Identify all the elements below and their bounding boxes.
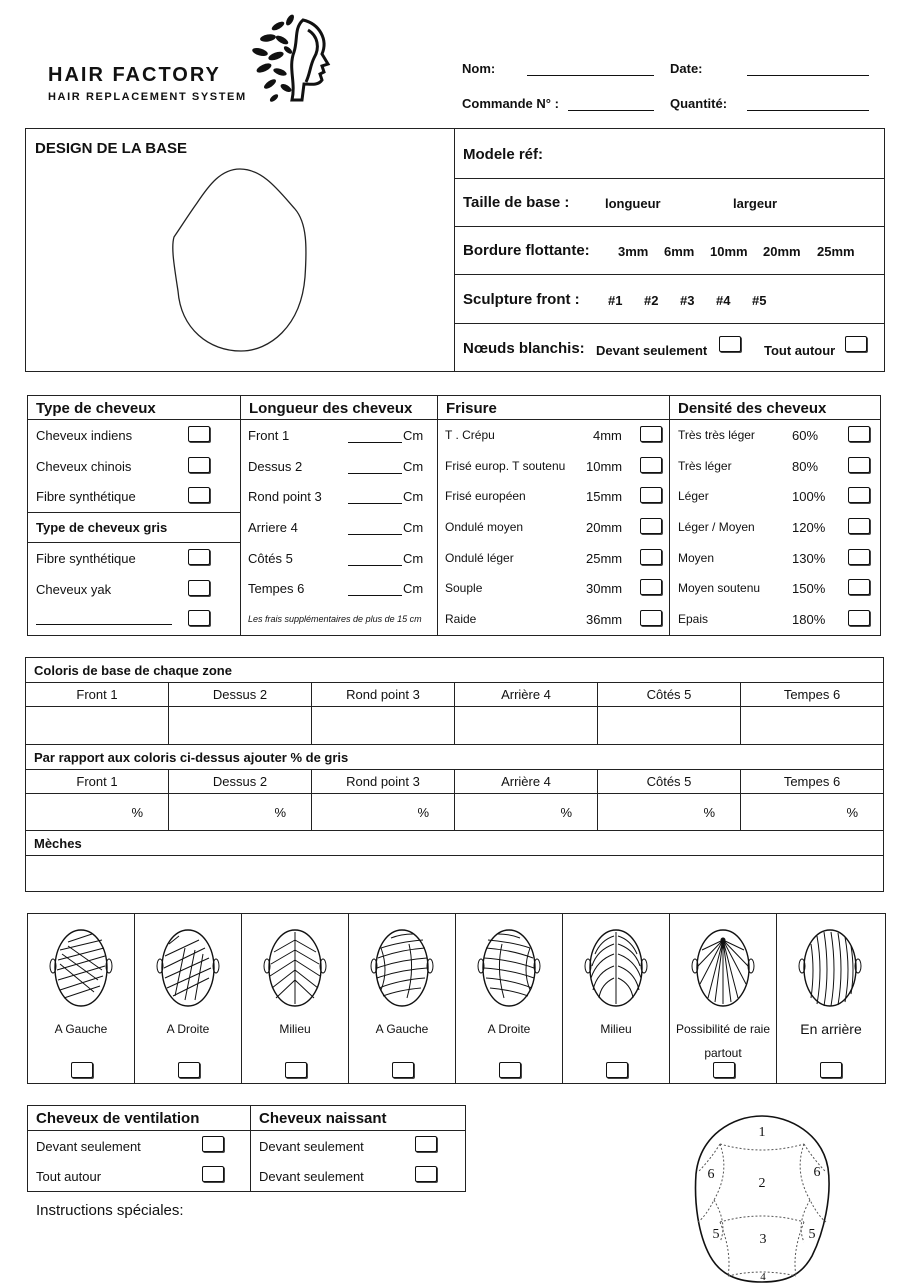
densite-column — [670, 420, 881, 636]
direction-label: Milieu — [600, 1022, 632, 1036]
densite-label: Moyen soutenu — [678, 581, 761, 596]
noeuds-row — [455, 323, 884, 371]
zone-header: Dessus 2 — [169, 770, 312, 794]
length-field[interactable] — [348, 473, 402, 474]
zone-header: Arrière 4 — [455, 683, 598, 707]
hair-spec-table — [27, 395, 881, 636]
zone-label-3: 3 — [759, 1232, 767, 1247]
frisure-label: Frisé européen — [445, 489, 526, 504]
unit-label: Cm — [403, 458, 424, 474]
direction-option[interactable] — [135, 914, 242, 1083]
zone-label: Arriere 4 — [248, 520, 298, 536]
direction-checkbox[interactable] — [606, 1062, 628, 1078]
densite-checkbox[interactable] — [848, 518, 870, 534]
instructions-label: Instructions spéciales: — [36, 1202, 184, 1219]
densite-label: Léger / Moyen — [678, 520, 755, 535]
sculpture-option[interactable]: #2 — [644, 293, 659, 308]
frisure-checkbox[interactable] — [640, 549, 662, 565]
list-item — [438, 451, 669, 482]
list-item — [28, 420, 240, 451]
list-item — [438, 512, 669, 543]
ventilation-label: Devant seulement — [36, 1139, 141, 1154]
densite-checkbox[interactable] — [848, 549, 870, 565]
gris-pct-cell[interactable]: % — [741, 794, 884, 831]
direction-checkbox[interactable] — [499, 1062, 521, 1078]
direction-option[interactable] — [28, 914, 135, 1083]
quantite-label: Quantité: — [670, 96, 728, 111]
longueur-column — [241, 420, 438, 636]
zone-label-1: 1 — [758, 1125, 766, 1140]
list-item — [438, 481, 669, 512]
sculpture-option[interactable]: #1 — [608, 293, 623, 308]
frisure-checkbox[interactable] — [640, 487, 662, 503]
direction-label: En arrière — [800, 1021, 862, 1037]
type-label: Fibre synthétique — [36, 489, 136, 505]
naissant-checkbox[interactable] — [415, 1166, 437, 1182]
bordure-option[interactable]: 20mm — [763, 244, 801, 259]
design-base-panel — [26, 129, 455, 371]
frisure-size: 4mm — [593, 428, 622, 443]
direction-option[interactable] — [563, 914, 670, 1083]
direction-option[interactable] — [456, 914, 563, 1083]
gris-pct-cell[interactable]: % — [169, 794, 312, 831]
type-label: Cheveux indiens — [36, 428, 133, 443]
zone-header: Front 1 — [26, 683, 169, 707]
noeuds-devant-checkbox[interactable] — [719, 336, 741, 352]
naissant-header: Cheveux naissant — [251, 1106, 466, 1131]
frisure-size: 20mm — [586, 520, 623, 536]
list-item — [438, 420, 669, 451]
list-item — [251, 1131, 465, 1161]
noeuds-tout-label: Tout autour — [764, 343, 836, 358]
noeuds-devant-label: Devant seulement — [596, 343, 708, 358]
densite-checkbox[interactable] — [848, 426, 870, 442]
unit-label: Cm — [403, 428, 424, 443]
bordure-option[interactable]: 25mm — [817, 244, 855, 259]
brand-tagline: HAIR REPLACEMENT SYSTEM — [48, 91, 247, 103]
list-item — [670, 451, 880, 482]
frisure-label: Frisé europ. T soutenu — [445, 458, 566, 473]
zone-label-4: 4 — [760, 1271, 766, 1283]
head-gauche-wave-icon — [369, 920, 435, 1010]
densite-checkbox[interactable] — [848, 610, 870, 626]
list-item — [438, 543, 669, 574]
color-input-cell[interactable] — [598, 707, 741, 745]
list-item — [241, 481, 437, 512]
densite-pct: 100% — [792, 489, 826, 505]
meches-header: Mèches — [26, 831, 884, 856]
frisure-checkbox[interactable] — [640, 610, 662, 626]
zone-header: Arrière 4 — [455, 770, 598, 794]
ventilation-label: Tout autour — [36, 1169, 102, 1184]
frisure-size: 25mm — [586, 550, 623, 566]
coloris-header: Coloris de base de chaque zone — [26, 658, 884, 683]
gris-checkbox[interactable] — [188, 549, 210, 565]
zone-header: Tempes 6 — [741, 770, 884, 794]
zone-header: Côtés 5 — [598, 683, 741, 707]
other-type-field[interactable] — [36, 624, 172, 625]
frisure-checkbox[interactable] — [640, 518, 662, 534]
noeuds-label: Nœuds blanchis: — [463, 340, 585, 357]
list-item — [241, 604, 437, 635]
list-item — [670, 512, 880, 543]
direction-label: Milieu — [279, 1022, 311, 1036]
list-item — [438, 573, 669, 604]
head-gauche-icon — [48, 920, 114, 1010]
list-item — [241, 512, 437, 543]
bordure-option[interactable]: 10mm — [710, 244, 748, 259]
bordure-option[interactable]: 3mm — [618, 244, 649, 259]
list-item — [670, 573, 880, 604]
sculpture-label: Sculpture front : — [463, 291, 580, 308]
direction-checkbox[interactable] — [713, 1062, 735, 1078]
zone-label: Tempes 6 — [248, 581, 305, 597]
direction-option[interactable] — [349, 914, 456, 1083]
densite-label: Epais — [678, 612, 709, 627]
head-milieu-wave-icon — [583, 920, 649, 1010]
densite-pct: 120% — [792, 520, 826, 536]
base-shape-icon[interactable] — [169, 167, 311, 355]
color-input-cell[interactable] — [26, 707, 169, 745]
zone-header: Front 1 — [26, 770, 169, 794]
direction-checkbox[interactable] — [178, 1062, 200, 1078]
list-item — [251, 1161, 465, 1191]
list-item — [670, 481, 880, 512]
color-input-cell[interactable] — [312, 707, 455, 745]
densite-checkbox[interactable] — [848, 457, 870, 473]
naissant-checkbox[interactable] — [415, 1136, 437, 1152]
frisure-size: 10mm — [586, 458, 623, 474]
list-item — [28, 1131, 250, 1161]
densite-label: Très très léger — [678, 428, 755, 442]
ventilation-column — [28, 1131, 251, 1192]
densite-pct: 180% — [792, 612, 826, 628]
frisure-column — [438, 420, 670, 636]
frisure-label: Raide — [445, 612, 477, 627]
gris-pct-cell[interactable]: % — [26, 794, 169, 831]
frisure-label: Ondulé moyen — [445, 520, 524, 535]
gris-checkbox[interactable] — [188, 610, 210, 626]
densite-pct: 80% — [792, 458, 819, 474]
head-zone-map-icon — [692, 1112, 832, 1284]
zone-label: Côtés 5 — [248, 550, 293, 566]
direction-option[interactable] — [242, 914, 349, 1083]
sculpture-option[interactable]: #3 — [680, 293, 695, 308]
length-field[interactable] — [348, 565, 402, 566]
color-input-cell[interactable] — [455, 707, 598, 745]
densite-pct: 150% — [792, 581, 826, 597]
gris-checkbox[interactable] — [188, 580, 210, 596]
brand-logo — [48, 64, 247, 103]
densite-checkbox[interactable] — [848, 579, 870, 595]
densite-header: Densité des cheveux — [670, 396, 881, 420]
direction-checkbox[interactable] — [71, 1062, 93, 1078]
zone-label-6-left: 6 — [707, 1167, 715, 1182]
direction-option[interactable] — [670, 914, 777, 1083]
meches-field[interactable] — [26, 856, 884, 892]
list-item — [28, 451, 240, 482]
type-column — [28, 420, 241, 636]
frisure-size: 30mm — [586, 581, 623, 597]
head-droite-icon — [155, 920, 221, 1010]
zone-label: Front 1 — [248, 428, 290, 443]
zone-label: Dessus 2 — [248, 458, 303, 474]
direction-checkbox[interactable] — [392, 1062, 414, 1078]
bordure-row — [455, 226, 884, 275]
direction-label: A Gauche — [375, 1022, 429, 1036]
unit-label: Cm — [403, 581, 424, 597]
head-partout-icon — [690, 920, 756, 1010]
densite-label: Léger — [678, 489, 709, 504]
direction-label: Possibilité de raie partout — [675, 1022, 771, 1060]
zone-header: Côtés 5 — [598, 770, 741, 794]
direction-label: A Droite — [166, 1022, 210, 1036]
frisure-size: 36mm — [586, 612, 623, 628]
list-item — [670, 420, 880, 451]
frisure-label: Souple — [445, 581, 483, 596]
length-field[interactable] — [348, 503, 402, 504]
gris-pct-cell[interactable]: % — [455, 794, 598, 831]
length-field[interactable] — [348, 534, 402, 535]
zone-label-5-left: 5 — [712, 1227, 720, 1242]
length-field[interactable] — [348, 595, 402, 596]
gris-pct-header: Par rapport aux coloris ci-dessus ajouter % de gris — [26, 745, 884, 770]
head-milieu-icon — [262, 920, 328, 1010]
frisure-label: Ondulé léger — [445, 550, 514, 565]
quantite-field[interactable] — [747, 96, 869, 111]
taille-label: Taille de base : — [463, 194, 570, 211]
list-item — [28, 574, 240, 605]
nom-field[interactable] — [527, 61, 654, 76]
gris-pct-cell[interactable]: % — [598, 794, 741, 831]
list-item — [438, 604, 669, 635]
zone-header: Rond point 3 — [312, 770, 455, 794]
densite-label: Moyen — [678, 550, 715, 565]
frisure-label: T . Crépu — [445, 428, 495, 442]
ventilation-checkbox[interactable] — [202, 1166, 224, 1182]
brand-name: HAIR FACTORY — [48, 64, 221, 86]
densite-checkbox[interactable] — [848, 487, 870, 503]
list-item — [241, 573, 437, 604]
zone-label: Rond point 3 — [248, 489, 322, 505]
direction-label: A Droite — [487, 1022, 531, 1036]
zone-header: Dessus 2 — [169, 683, 312, 707]
hair-direction-panel — [27, 913, 886, 1084]
type-checkbox[interactable] — [188, 487, 210, 503]
bordure-option[interactable]: 6mm — [664, 244, 695, 259]
list-item — [241, 543, 437, 574]
gris-label: Cheveux yak — [36, 581, 112, 597]
design-base-section — [25, 128, 885, 372]
ventilation-checkbox[interactable] — [202, 1136, 224, 1152]
type-label: Cheveux chinois — [36, 458, 132, 474]
zone-header: Rond point 3 — [312, 683, 455, 707]
direction-checkbox[interactable] — [820, 1062, 842, 1078]
type-header: Type de cheveux — [28, 396, 241, 420]
frisure-checkbox[interactable] — [640, 457, 662, 473]
list-item — [28, 481, 240, 512]
coloris-table — [25, 657, 884, 892]
list-item — [28, 543, 240, 574]
bordure-label: Bordure flottante: — [463, 242, 590, 259]
naissant-label: Devant seulement — [259, 1169, 364, 1184]
design-base-title: DESIGN DE LA BASE — [35, 140, 187, 157]
noeuds-tout-checkbox[interactable] — [845, 336, 867, 352]
densite-label: Très léger — [678, 458, 732, 473]
unit-label: Cm — [403, 520, 424, 536]
type-checkbox[interactable] — [188, 426, 210, 442]
zone-header: Tempes 6 — [741, 683, 884, 707]
modele-label: Modele réf: — [463, 146, 544, 163]
zone-label-6-right: 6 — [813, 1165, 821, 1180]
taille-row — [455, 178, 884, 227]
date-label: Date: — [670, 61, 703, 76]
direction-checkbox[interactable] — [285, 1062, 307, 1078]
longueur-header: Longueur des cheveux — [241, 396, 438, 420]
frisure-header: Frisure — [438, 396, 670, 420]
gris-header-row — [28, 512, 240, 543]
densite-pct: 60% — [792, 428, 819, 443]
head-arriere-icon — [797, 920, 863, 1010]
naissant-column — [251, 1131, 466, 1192]
largeur-label: largeur — [733, 196, 778, 211]
direction-label: A Gauche — [54, 1022, 108, 1036]
direction-option[interactable] — [777, 914, 885, 1083]
zone-label-2: 2 — [758, 1176, 766, 1191]
frisure-size: 15mm — [586, 489, 623, 505]
naissant-label: Devant seulement — [259, 1139, 364, 1154]
frisure-checkbox[interactable] — [640, 426, 662, 442]
list-item — [28, 604, 240, 635]
ventilation-header: Cheveux de ventilation — [28, 1106, 251, 1131]
length-note: Les frais supplémentaires de plus de 15 cm — [248, 614, 422, 625]
list-item — [28, 1161, 250, 1191]
gris-label: Fibre synthétique — [36, 551, 136, 567]
sculpture-option[interactable]: #4 — [716, 293, 731, 308]
gris-pct-cell[interactable]: % — [312, 794, 455, 831]
frisure-checkbox[interactable] — [640, 579, 662, 595]
ventilation-table — [27, 1105, 466, 1192]
sculpture-option[interactable]: #5 — [752, 293, 767, 308]
unit-label: Cm — [403, 489, 424, 505]
densite-pct: 130% — [792, 550, 826, 566]
zone-label-5-right: 5 — [808, 1227, 816, 1242]
sculpture-row — [455, 274, 884, 324]
gris-header: Type de cheveux gris — [36, 520, 168, 536]
list-item — [670, 543, 880, 574]
longueur-label: longueur — [605, 196, 661, 211]
leaf-head-logo-icon — [248, 12, 336, 104]
unit-label: Cm — [403, 550, 424, 566]
list-item — [670, 604, 880, 635]
nom-label: Nom: — [462, 61, 496, 76]
color-input-cell[interactable] — [741, 707, 884, 745]
type-checkbox[interactable] — [188, 457, 210, 473]
modele-row — [455, 129, 884, 179]
date-field[interactable] — [747, 61, 869, 76]
list-item — [241, 451, 437, 482]
length-field[interactable] — [348, 442, 402, 443]
commande-field[interactable] — [568, 96, 654, 111]
commande-label: Commande N° : — [462, 96, 559, 111]
color-input-cell[interactable] — [169, 707, 312, 745]
list-item — [241, 420, 437, 451]
head-droite-wave-icon — [476, 920, 542, 1010]
